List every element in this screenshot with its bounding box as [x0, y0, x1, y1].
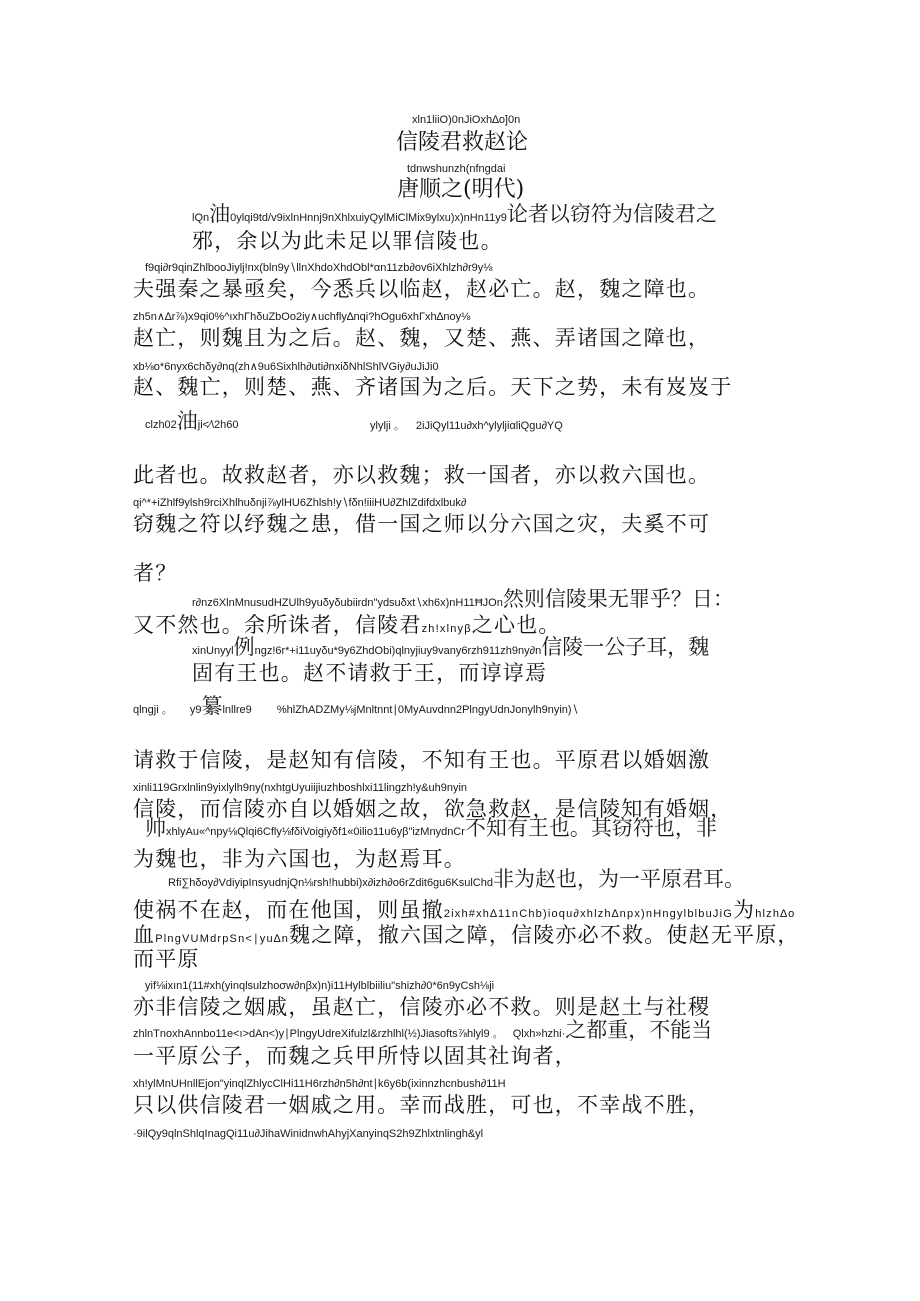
- text-line: 而平原: [133, 947, 200, 971]
- text-line: 信陵，而信陵亦自以婚姻之故，欲急救赵，是信陵知有婚姻，: [133, 797, 733, 821]
- han-fragment: 非为赵也，为一平原君耳。: [493, 867, 745, 891]
- han-fragment: 为: [733, 898, 756, 922]
- text-line: 邪，余以为此未足以罪信陵也。: [192, 229, 503, 253]
- pinyin-line: ·9ilQy9qlnShlqInagQi11u∂JihaWinidnwhAhyjXanyinqS2h9Zhlxtnlingh&yl: [133, 1128, 484, 1140]
- pinyin-fragment: %hlZhADZMy⅛jMnltnnt∣0MyAuvdnn2PlngyUdnJonylh9nyin)∖: [276, 704, 579, 716]
- han-fragment: 使祸不在赵，而在他国，则虽撤: [133, 898, 444, 922]
- pinyin-fragment: r∂nz6XlnMnusudHZUlh9yuδyδubiirdn"ydsuδxt∖xh6x)nH11ĦJOn: [192, 597, 503, 609]
- author-line: 唐顺之(明代): [397, 177, 525, 202]
- han-fragment: 之都重，不能当: [565, 1018, 713, 1042]
- han-fragment: 例: [233, 635, 255, 659]
- text-line: 只以供信陵君一姻戚之用。幸而战胜，可也，不幸战不胜，: [133, 1093, 711, 1117]
- pinyin-fragment: hlzh∆o: [755, 908, 796, 920]
- han-fragment: 信陵一公子耳，魏: [541, 635, 710, 659]
- han-fragment: 帅: [145, 816, 166, 840]
- han-fragment: 油: [176, 409, 198, 433]
- punct-fragment: 。: [393, 420, 405, 432]
- pinyin-fragment: 0ylqi9td/v9ixlnHnnj9nXhlxuiyQylMiClMix9ylxu)x)nHn11y9: [230, 212, 507, 224]
- mixed-line: [133, 1018, 713, 1042]
- pinyin-line: zh5n∧∆r⅞)x9qi0%^ıxhΓhδuZbOo2iy∧uchfly∆nqi?hOgu6xhΓxh∆noy⅛: [133, 311, 471, 323]
- pinyin-fragment: Rfi∑hδoy∂VdiyipInsyudnjQn⅛rsh!hubbi)x∂izh∂o6rZdit6gu6KsulChd: [168, 877, 493, 889]
- mixed-line: [192, 635, 710, 659]
- pinyin-fragment: ylylji: [370, 420, 391, 432]
- han-fragment: 又不然也。余所诛者，信陵君: [133, 613, 422, 637]
- pinyin-fragment: xinUnyyl: [192, 645, 234, 657]
- text-line: 此者也。故救赵者，亦以救魏；救一国者，亦以救六国也。: [133, 463, 711, 487]
- punct-fragment: 。: [492, 1028, 504, 1040]
- han-fragment: 不知有王也。其窃符也，非: [464, 816, 717, 840]
- document-title: 信陵君救赵论: [396, 130, 529, 155]
- pinyin-fragment: ngz!6r*+i11uyδu*9y6ZhdObi)qlnyjiuy9vany6rzh911zh9ny∂n: [254, 645, 542, 657]
- pinyin-fragment: y9: [189, 704, 202, 716]
- han-fragment: 论者以窃符为信陵君之: [506, 202, 717, 226]
- pinyin-fragment: zh!xlnyβ: [421, 623, 472, 635]
- mixed-line: [145, 816, 717, 840]
- mixed-line: [133, 612, 561, 642]
- mixed-line: [192, 202, 717, 226]
- pinyin-fragment: qlngji: [133, 704, 159, 716]
- punct-fragment: 。: [161, 704, 173, 716]
- text-line: 窃魏之符以纾魏之患，借一国之师以分六国之灾，夫奚不可: [133, 512, 711, 536]
- text-line: 赵、魏亡，则楚、燕、齐诸国为之后。天下之势，未有岌岌于: [133, 375, 733, 399]
- pinyin-fragment: 2ixh#xh∆11nChb)ioqu∂xhlzh∆npx)nHngylblbuJiG: [443, 908, 734, 920]
- pinyin-fragment: xhlyAu«^npy⅛Qlqi6Cfly⅛fδiVoigiyδf1«0ilio11u6yβ"izMnydnCr: [166, 826, 465, 838]
- pinyin-fragment: ji<∕\2h60: [197, 419, 239, 431]
- pinyin-line: xh!ylMnUHnllEjon"yinqlZhlycClHi11H6rzh∂n5h∂nt∣k6y6b(ixinnzhcnbush∂11H: [133, 1078, 506, 1090]
- text-line: 者？: [133, 561, 178, 585]
- title-pinyin: xln1liiO)0nJiOxh∆o]0n: [412, 114, 521, 126]
- han-fragment: 魏之障，撤六国之障，信陵亦必不救。使赵无平原，: [289, 923, 800, 947]
- pinyin-fragment: Qlxh»hzhi·: [512, 1028, 566, 1040]
- pinyin-line: xinli119Grxlnlin9yixlylh9ny(nxhtgUyuiijiuzhboshlxi11lingzh!y&uh9nyin: [133, 782, 468, 794]
- text-line: 夫强秦之暴亟矣，今悉兵以临赵，赵必亡。赵，魏之障也。: [133, 277, 711, 301]
- han-fragment: 油: [209, 202, 231, 226]
- pinyin-fragment: 2iJiQyl11u∂xh^ylyljiαliQgu∂YQ: [415, 420, 563, 432]
- author-pinyin: tdnwshunzh(nfngdai: [407, 163, 506, 175]
- mixed-line: [133, 694, 579, 718]
- pinyin-line: xb⅛o*6nyx6chδy∂nq(zh∧9u6Sixhlh∂uti∂nxiδNhlShlVGiy∂uJiJi0: [133, 361, 439, 373]
- text-line: 为魏也，非为六国也，为赵焉耳。: [133, 847, 466, 871]
- mixed-line: [168, 867, 745, 891]
- pinyin-fragment: clzh02: [145, 419, 177, 431]
- text-line: 请救于信陵，是赵知有信陵，不知有王也。平原君以婚姻激: [133, 748, 711, 772]
- mixed-line: [370, 420, 563, 433]
- text-line: 亦非信陵之姻戚，虽赵亡，信陵亦必不救。则是赵土与社稷: [133, 995, 711, 1019]
- text-line: 赵亡，则魏且为之后。赵、魏，又楚、燕、弄诸国之障也，: [133, 326, 711, 350]
- pinyin-fragment: PlngVUMdrpSn<∣yu∆n: [155, 933, 290, 945]
- pinyin-line: qi^*+iZhlf9ylsh9rciXhlhuδnji⅞ylHU6Zhlsh!y∖fδn!iiiHU∂ZhlZdifdxlbuk∂: [133, 497, 467, 509]
- pinyin-line: f9qi∂r9qinZhlbooJiylj!nx(bln9y∖llnXhdoXhdObl*αn11zb∂ov6iXhlzh∂r9y⅛: [145, 262, 493, 274]
- pinyin-fragment: lQn: [192, 212, 210, 224]
- han-fragment: 血: [133, 923, 156, 947]
- mixed-line: [192, 587, 734, 611]
- text-line: 一平原公子，而魏之兵甲所恃以固其社询者，: [133, 1044, 577, 1068]
- pinyin-fragment: zhlnTnoxhAnnbo11e<ı>dAn<)y∣PlngyUdreXifulzl&rzhlhl(½)Jiasofts⅞hlyl9: [133, 1028, 490, 1040]
- pinyin-line: yif⅛ixın1(11#xh(yinqlsulzhoσw∂nβx)n)i11Hylblbiiliu"shizh∂0*6n9yCsh⅛ji: [145, 980, 495, 992]
- han-fragment: 然则信陵果无罪乎？日：: [502, 587, 734, 611]
- text-line: 固有王也。赵不请救于王，而谆谆焉: [192, 661, 548, 685]
- mixed-line: [133, 922, 800, 952]
- han-fragment: 之心也。: [471, 613, 561, 637]
- pinyin-fragment: lnllre9: [222, 704, 252, 716]
- han-fragment: 纂: [201, 694, 223, 718]
- mixed-line: [145, 409, 239, 433]
